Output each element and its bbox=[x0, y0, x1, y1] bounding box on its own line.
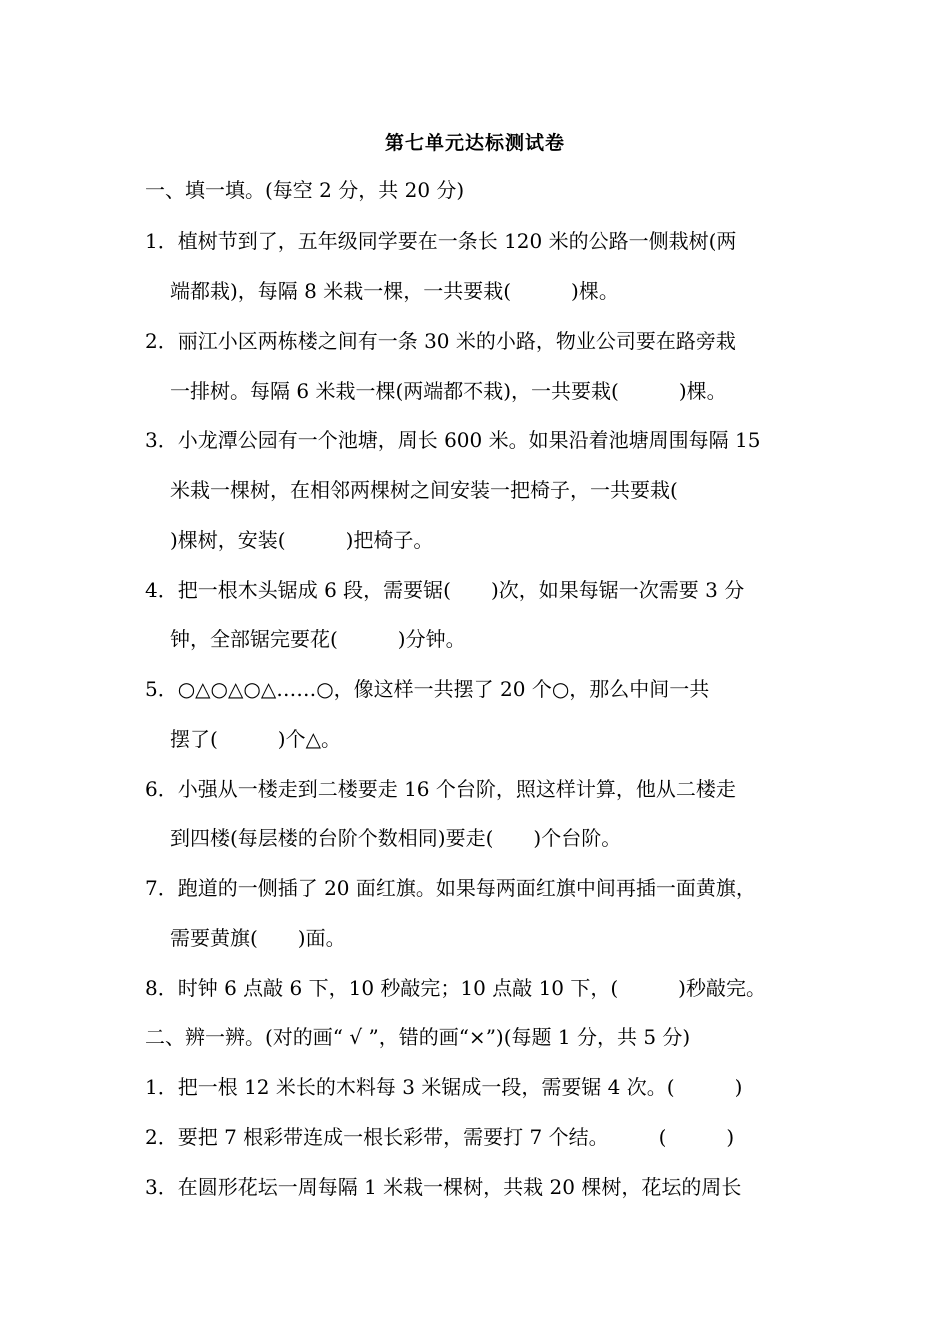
q6-line1: 6．小强从一楼走到二楼要走 16 个台阶，照这样计算，他从二楼走 bbox=[145, 777, 736, 801]
judge-q3: 3．在圆形花坛一周每隔 1 米栽一棵树，共栽 20 棵树，花坛的周长 bbox=[145, 1175, 742, 1199]
q7-line2: 需要黄旗( )面。 bbox=[170, 926, 346, 950]
q6-line2: 到四楼(每层楼的台阶个数相同)要走( )个台阶。 bbox=[170, 826, 622, 850]
section2-heading: 二、辨一辨。(对的画“ √ ”，错的画“×”)(每题 1 分，共 5 分) bbox=[145, 1025, 691, 1049]
q1-line2: 端都栽)，每隔 8 米栽一棵，一共要栽( )棵。 bbox=[170, 279, 619, 303]
q2-line2: 一排树。每隔 6 米栽一棵(两端都不栽)，一共要栽( )棵。 bbox=[170, 379, 727, 403]
judge-q2: 2．要把 7 根彩带连成一根长彩带，需要打 7 个结。 ( ) bbox=[145, 1125, 735, 1149]
q4-line2: 钟，全部锯完要花( )分钟。 bbox=[170, 627, 466, 651]
q7-line1: 7．跑道的一侧插了 20 面红旗。如果每两面红旗中间再插一面黄旗， bbox=[145, 876, 756, 900]
q3-line2: 米栽一棵树，在相邻两棵树之间安装一把椅子，一共要栽( bbox=[170, 478, 678, 502]
q5-line2: 摆了( )个△。 bbox=[170, 727, 341, 751]
q3-line1: 3．小龙潭公园有一个池塘，周长 600 米。如果沿着池塘周围每隔 15 bbox=[145, 428, 761, 452]
q1-line1: 1．植树节到了，五年级同学要在一条长 120 米的公路一侧栽树(两 bbox=[145, 229, 737, 253]
q4-line1: 4．把一根木头锯成 6 段，需要锯( )次，如果每锯一次需要 3 分 bbox=[145, 578, 745, 602]
q8-line1: 8．时钟 6 点敲 6 下，10 秒敲完；10 点敲 10 下，( )秒敲完。 bbox=[145, 976, 766, 1000]
q3-line3: )棵树，安装( )把椅子。 bbox=[170, 528, 434, 552]
page-title: 第七单元达标测试卷 bbox=[384, 132, 565, 154]
section1-heading: 一、填一填。(每空 2 分，共 20 分) bbox=[145, 178, 465, 202]
q5-line1: 5．○△○△○△……○，像这样一共摆了 20 个○，那么中间一共 bbox=[145, 677, 710, 701]
q2-line1: 2．丽江小区两栋楼之间有一条 30 米的小路，物业公司要在路旁栽 bbox=[145, 329, 736, 353]
judge-q1: 1．把一根 12 米长的木料每 3 米锯成一段，需要锯 4 次。( ) bbox=[145, 1075, 743, 1099]
